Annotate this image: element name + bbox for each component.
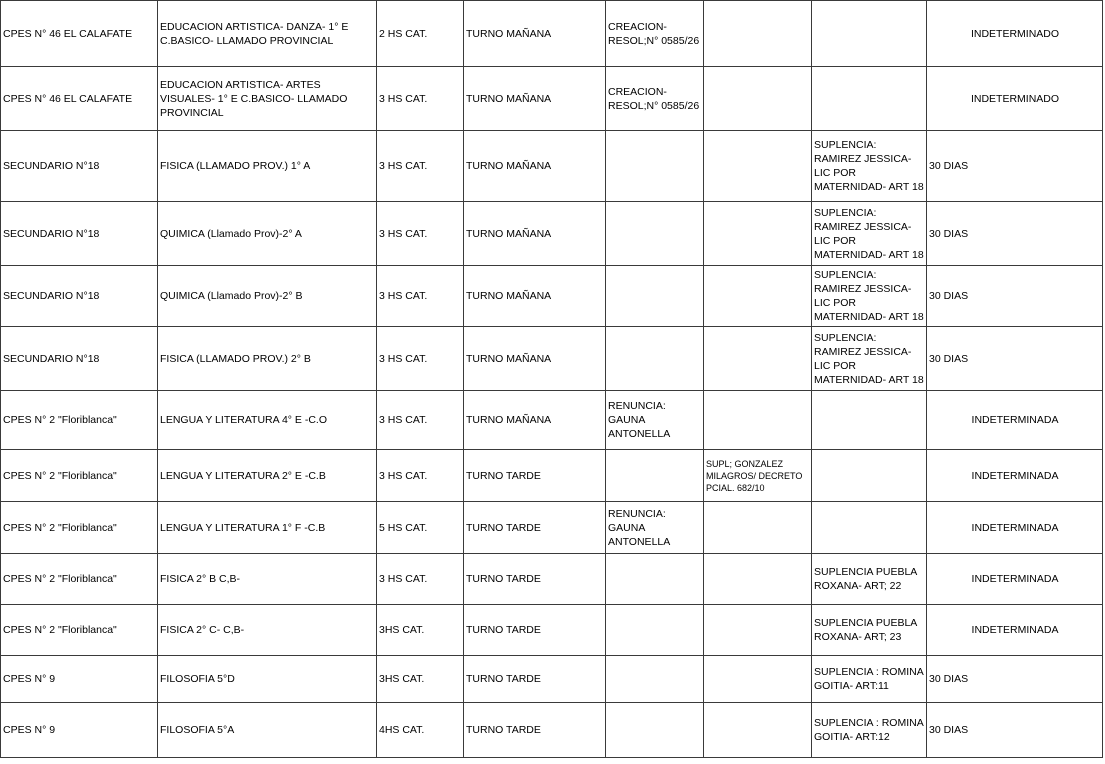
reason-cell: SUPLENCIA: RAMIREZ JESSICA- LIC POR MATERNIDAD- ART 18 [812, 327, 927, 391]
subject-cell: EDUCACION ARTISTICA- ARTES VISUALES- 1° E C.BASICO- LLAMADO PROVINCIAL [158, 67, 377, 131]
reason-cell [704, 605, 812, 656]
hours-cell: 3 HS CAT. [377, 131, 464, 202]
reason-cell: RENUNCIA: GAUNA ANTONELLA [606, 502, 704, 554]
table-row [1, 327, 1103, 391]
reason-cell [704, 131, 812, 202]
reason-cell [704, 202, 812, 266]
table-row [1, 391, 1103, 450]
shift-cell: TURNO MAÑANA [464, 1, 606, 67]
duration-cell: INDETERMINADO [927, 1, 1103, 67]
school-cell: SECUNDARIO N°18 [1, 131, 158, 202]
subject-cell: LENGUA Y LITERATURA 2° E -C.B [158, 450, 377, 502]
school-cell: CPES N° 46 EL CALAFATE [1, 67, 158, 131]
reason-cell [812, 450, 927, 502]
school-cell: CPES N° 2 "Floriblanca" [1, 605, 158, 656]
reason-cell [606, 327, 704, 391]
duration-cell: 30 DIAS [927, 327, 1103, 391]
reason-cell [812, 1, 927, 67]
reason-cell: SUPLENCIA PUEBLA ROXANA- ART; 23 [812, 605, 927, 656]
reason-cell [606, 202, 704, 266]
hours-cell: 3HS CAT. [377, 656, 464, 703]
reason-cell [606, 131, 704, 202]
reason-cell [812, 391, 927, 450]
reason-cell [606, 450, 704, 502]
subject-cell: EDUCACION ARTISTICA- DANZA- 1° E C.BASICO- LLAMADO PROVINCIAL [158, 1, 377, 67]
hours-cell: 3 HS CAT. [377, 202, 464, 266]
reason-cell [606, 605, 704, 656]
duration-cell: INDETERMINADA [927, 554, 1103, 605]
table-row [1, 502, 1103, 554]
hours-cell: 3 HS CAT. [377, 67, 464, 131]
subject-cell: FILOSOFIA 5°D [158, 656, 377, 703]
reason-cell: SUPLENCIA : ROMINA GOITIA- ART:12 [812, 703, 927, 758]
duration-cell: 30 DIAS [927, 131, 1103, 202]
shift-cell: TURNO TARDE [464, 554, 606, 605]
reason-cell: SUPLENCIA: RAMIREZ JESSICA- LIC POR MATERNIDAD- ART 18 [812, 266, 927, 327]
reason-cell: SUPLENCIA : ROMINA GOITIA- ART:11 [812, 656, 927, 703]
subject-cell: FISICA 2° C- C,B- [158, 605, 377, 656]
subject-cell: FISICA 2° B C,B- [158, 554, 377, 605]
table-row [1, 605, 1103, 656]
subject-cell: FISICA (LLAMADO PROV.) 2° B [158, 327, 377, 391]
reason-cell [704, 327, 812, 391]
reason-cell [812, 67, 927, 131]
hours-cell: 3 HS CAT. [377, 554, 464, 605]
shift-cell: TURNO TARDE [464, 703, 606, 758]
table-row [1, 131, 1103, 202]
shift-cell: TURNO TARDE [464, 605, 606, 656]
duration-cell: 30 DIAS [927, 266, 1103, 327]
school-cell: CPES N° 2 "Floriblanca" [1, 450, 158, 502]
subject-cell: LENGUA Y LITERATURA 4° E -C.O [158, 391, 377, 450]
table-row [1, 266, 1103, 327]
shift-cell: TURNO TARDE [464, 502, 606, 554]
table-row [1, 450, 1103, 502]
table-row [1, 554, 1103, 605]
hours-cell: 3 HS CAT. [377, 266, 464, 327]
subject-cell: FISICA (LLAMADO PROV.) 1° A [158, 131, 377, 202]
table-row [1, 1, 1103, 67]
reason-cell: RENUNCIA: GAUNA ANTONELLA [606, 391, 704, 450]
school-cell: CPES N° 46 EL CALAFATE [1, 1, 158, 67]
duration-cell: 30 DIAS [927, 202, 1103, 266]
shift-cell: TURNO MAÑANA [464, 202, 606, 266]
subject-cell: QUIMICA (Llamado Prov)-2° A [158, 202, 377, 266]
reason-cell [606, 266, 704, 327]
reason-cell: SUPLENCIA PUEBLA ROXANA- ART; 22 [812, 554, 927, 605]
shift-cell: TURNO MAÑANA [464, 67, 606, 131]
school-cell: CPES N° 2 "Floriblanca" [1, 554, 158, 605]
table-row [1, 202, 1103, 266]
shift-cell: TURNO MAÑANA [464, 131, 606, 202]
duration-cell: 30 DIAS [927, 703, 1103, 758]
reason-cell [606, 554, 704, 605]
hours-cell: 3 HS CAT. [377, 391, 464, 450]
reason-cell [812, 502, 927, 554]
duration-cell: INDETERMINADA [927, 605, 1103, 656]
reason-cell [606, 703, 704, 758]
subject-cell: LENGUA Y LITERATURA 1° F -C.B [158, 502, 377, 554]
reason-cell [704, 266, 812, 327]
reason-cell: CREACION- RESOL;N° 0585/26 [606, 1, 704, 67]
reason-cell: CREACION- RESOL;N° 0585/26 [606, 67, 704, 131]
reason-cell [704, 391, 812, 450]
duration-cell: INDETERMINADA [927, 450, 1103, 502]
school-cell: CPES N° 9 [1, 703, 158, 758]
reason-cell [704, 703, 812, 758]
table-row [1, 703, 1103, 758]
reason-cell: SUPLENCIA: RAMIREZ JESSICA- LIC POR MATERNIDAD- ART 18 [812, 131, 927, 202]
shift-cell: TURNO TARDE [464, 450, 606, 502]
reason-cell [606, 656, 704, 703]
duration-cell: INDETERMINADA [927, 391, 1103, 450]
duration-cell: 30 DIAS [927, 656, 1103, 703]
school-cell: CPES N° 9 [1, 656, 158, 703]
subject-cell: FILOSOFIA 5°A [158, 703, 377, 758]
hours-cell: 5 HS CAT. [377, 502, 464, 554]
subject-cell: QUIMICA (Llamado Prov)-2° B [158, 266, 377, 327]
reason-cell [704, 502, 812, 554]
shift-cell: TURNO TARDE [464, 656, 606, 703]
reason-cell [704, 554, 812, 605]
reason-cell: SUPLENCIA: RAMIREZ JESSICA- LIC POR MATERNIDAD- ART 18 [812, 202, 927, 266]
reason-cell [704, 67, 812, 131]
shift-cell: TURNO MAÑANA [464, 391, 606, 450]
school-cell: CPES N° 2 "Floriblanca" [1, 502, 158, 554]
hours-cell: 4HS CAT. [377, 703, 464, 758]
hours-cell: 3 HS CAT. [377, 450, 464, 502]
table-row [1, 67, 1103, 131]
shift-cell: TURNO MAÑANA [464, 266, 606, 327]
hours-cell: 3 HS CAT. [377, 327, 464, 391]
duration-cell: INDETERMINADO [927, 67, 1103, 131]
school-cell: SECUNDARIO N°18 [1, 266, 158, 327]
reason-cell [704, 656, 812, 703]
school-cell: SECUNDARIO N°18 [1, 202, 158, 266]
duration-cell: INDETERMINADA [927, 502, 1103, 554]
school-cell: SECUNDARIO N°18 [1, 327, 158, 391]
reason-cell: SUPL; GONZALEZ MILAGROS/ DECRETO PCIAL. 682/10 [704, 450, 812, 502]
shift-cell: TURNO MAÑANA [464, 327, 606, 391]
school-cell: CPES N° 2 "Floriblanca" [1, 391, 158, 450]
hours-cell: 3HS CAT. [377, 605, 464, 656]
table-row [1, 656, 1103, 703]
hours-cell: 2 HS CAT. [377, 1, 464, 67]
reason-cell [704, 1, 812, 67]
